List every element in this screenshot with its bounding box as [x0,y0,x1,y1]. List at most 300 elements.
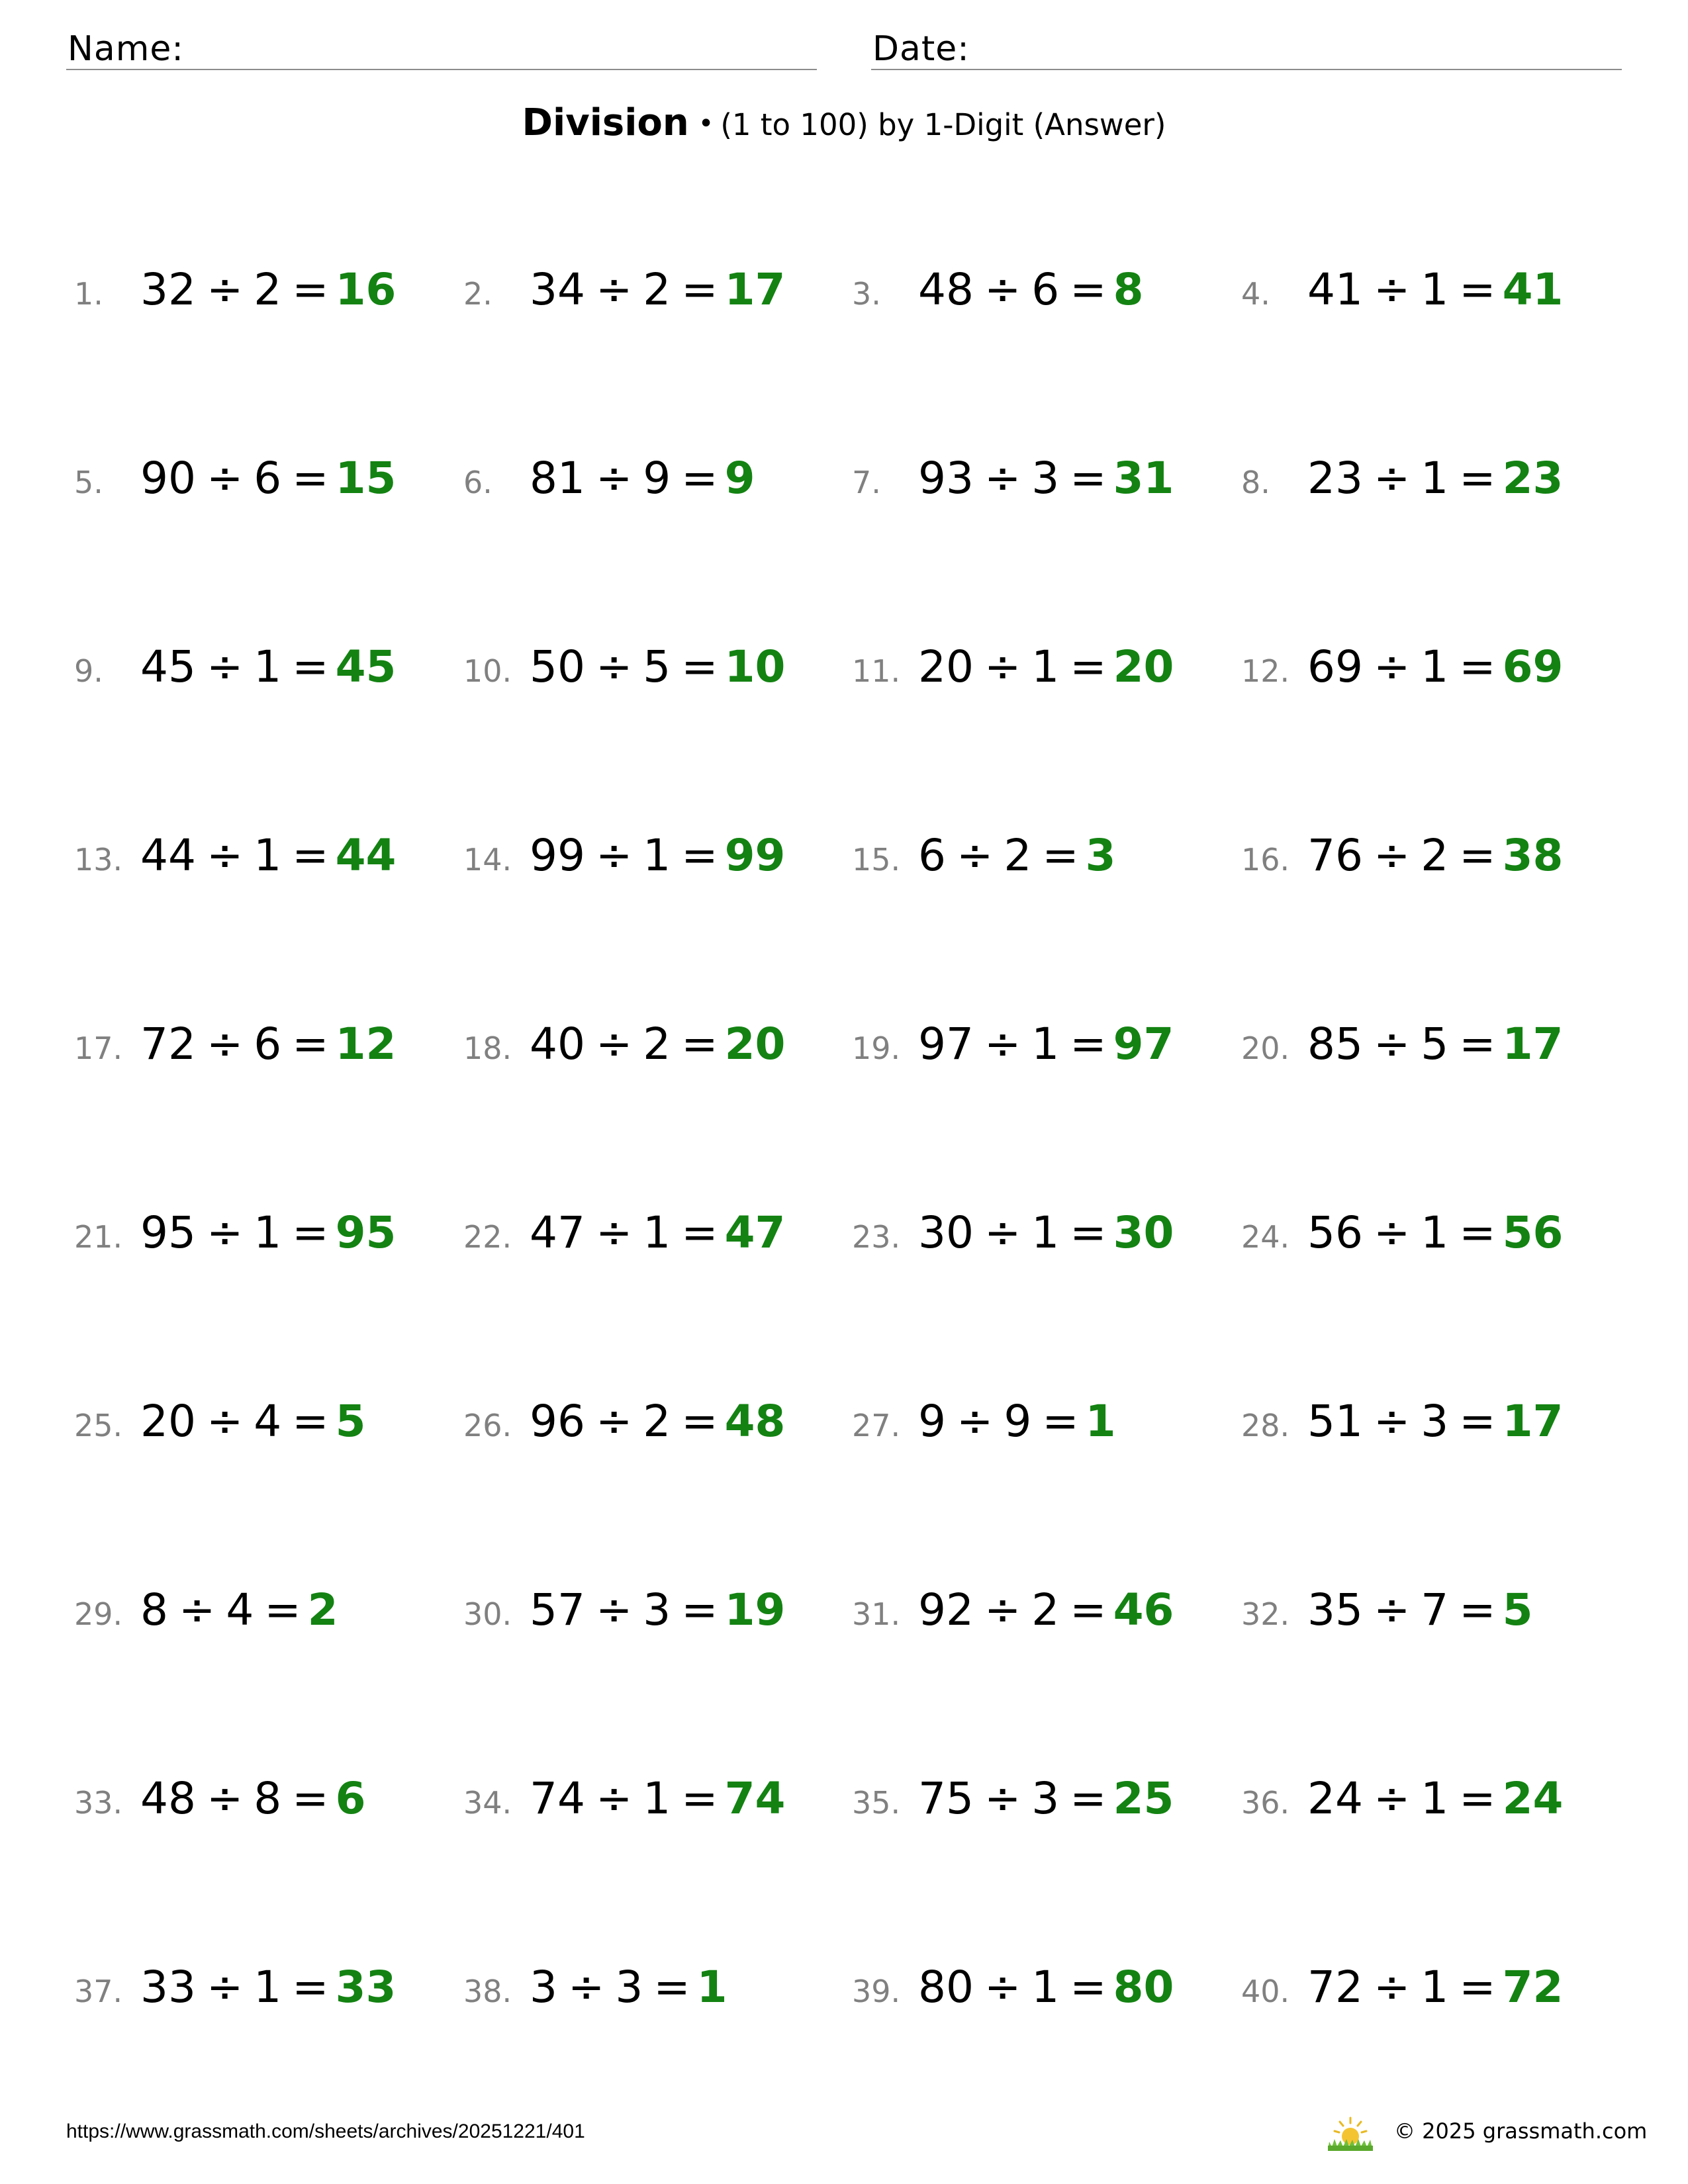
problem-expression [918,1396,1116,1447]
problem-expression [140,264,397,315]
divide-sign: ÷ [957,1396,994,1447]
problem-item [1241,1016,1612,1075]
problem-item [852,450,1223,510]
equals-sign: = [681,1584,718,1635]
answer: 31 [1113,453,1174,504]
problem-expression [140,1773,366,1824]
answer: 48 [724,1396,786,1447]
divide-sign: ÷ [206,1207,244,1258]
answer: 17 [1502,1019,1564,1069]
problem-number: 32. [1241,1596,1290,1632]
divisor: 3 [1421,1396,1449,1447]
divisor: 3 [643,1584,671,1635]
equals-sign: = [681,830,718,881]
problem-expression [918,264,1144,315]
divisor: 6 [254,453,282,504]
answer: 23 [1502,453,1564,504]
problem-item [74,1582,445,1641]
problem-expression [140,830,397,881]
problem-expression [140,453,397,504]
problem-item [463,261,834,321]
problem-item [74,1393,445,1453]
problem-expression [530,1396,786,1447]
divisor: 2 [1031,1584,1060,1635]
answer: 16 [335,264,397,315]
problem-expression [1307,1207,1564,1258]
problem-number: 15. [852,842,901,878]
divisor: 2 [254,264,282,315]
divisor: 6 [254,1019,282,1069]
problem-expression [1307,453,1564,504]
problem-item [1241,450,1612,510]
problem-number: 21. [74,1219,123,1255]
dividend: 96 [530,1396,585,1447]
equals-sign: = [1070,453,1107,504]
problem-number: 19. [852,1030,901,1066]
problem-number: 36. [1241,1785,1290,1821]
divide-sign: ÷ [206,453,244,504]
divisor: 3 [1031,1773,1060,1824]
divide-sign: ÷ [984,264,1021,315]
divide-sign: ÷ [1373,453,1411,504]
problem-expression [530,1019,786,1069]
equals-sign: = [1070,641,1107,692]
equals-sign: = [681,264,718,315]
dividend: 34 [530,264,585,315]
problem-number: 27. [852,1408,901,1443]
divide-sign: ÷ [206,1773,244,1824]
answer: 80 [1113,1962,1174,2013]
divide-sign: ÷ [595,1773,633,1824]
problem-number: 18. [463,1030,512,1066]
answer: 33 [335,1962,397,2013]
problem-item [852,1393,1223,1453]
equals-sign: = [653,1962,690,2013]
answer: 74 [724,1773,786,1824]
divisor: 1 [1421,1207,1449,1258]
dividend: 80 [918,1962,974,2013]
problem-expression [530,641,786,692]
problem-expression [918,1962,1174,2013]
problem-item [1241,1393,1612,1453]
divisor: 2 [1004,830,1032,881]
divide-sign: ÷ [206,830,244,881]
answer: 30 [1113,1207,1174,1258]
problem-item [463,827,834,887]
problem-number: 22. [463,1219,512,1255]
equals-sign: = [1459,1207,1496,1258]
divide-sign: ÷ [595,1396,633,1447]
problem-expression [140,1584,338,1635]
problem-item [463,1770,834,1830]
answer: 17 [1502,1396,1564,1447]
divide-sign: ÷ [1373,1207,1411,1258]
answer: 99 [724,830,786,881]
problem-item [852,639,1223,698]
dividend: 6 [918,830,946,881]
dividend: 56 [1307,1207,1363,1258]
dividend: 76 [1307,830,1363,881]
answer: 1 [696,1962,727,2013]
dividend: 85 [1307,1019,1363,1069]
problem-expression [918,453,1174,504]
equals-sign: = [1070,1584,1107,1635]
problem-item [463,1582,834,1641]
problem-expression [530,830,786,881]
problem-expression [918,1207,1174,1258]
divide-sign: ÷ [1373,1396,1411,1447]
problem-number: 17. [74,1030,123,1066]
problem-item [74,1016,445,1075]
problem-item [852,1016,1223,1075]
answer: 12 [335,1019,397,1069]
problem-number: 6. [463,465,492,500]
dividend: 97 [918,1019,974,1069]
equals-sign: = [292,641,329,692]
equals-sign: = [292,1207,329,1258]
dividend: 23 [1307,453,1363,504]
answer: 15 [335,453,397,504]
divisor: 1 [1421,453,1449,504]
problem-number: 29. [74,1596,123,1632]
equals-sign: = [1070,1773,1107,1824]
dividend: 32 [140,264,196,315]
divide-sign: ÷ [984,453,1021,504]
footer-copyright: © 2025 grassmath.com [1394,2118,1648,2144]
answer: 69 [1502,641,1564,692]
problem-item [1241,261,1612,321]
problem-number: 25. [74,1408,123,1443]
divisor: 1 [1031,1207,1060,1258]
title-subtitle: (1 to 100) by 1-Digit (Answer) [720,107,1166,142]
divisor: 6 [1031,264,1060,315]
dividend: 45 [140,641,196,692]
problem-item [463,1016,834,1075]
divide-sign: ÷ [1373,641,1411,692]
divide-sign: ÷ [984,1584,1021,1635]
divisor: 8 [254,1773,282,1824]
problem-expression [140,1962,397,2013]
equals-sign: = [1459,264,1496,315]
dividend: 3 [530,1962,557,2013]
equals-sign: = [681,1396,718,1447]
equals-sign: = [681,453,718,504]
divide-sign: ÷ [206,1962,244,2013]
divisor: 9 [1004,1396,1032,1447]
problem-item [463,1393,834,1453]
dividend: 75 [918,1773,974,1824]
answer: 17 [724,264,786,315]
problem-number: 1. [74,276,103,312]
dividend: 20 [918,641,974,692]
dividend: 9 [918,1396,946,1447]
answer: 56 [1502,1207,1564,1258]
problem-number: 12. [1241,653,1290,689]
equals-sign: = [264,1584,301,1635]
divide-sign: ÷ [595,264,633,315]
dividend: 93 [918,453,974,504]
problem-item [463,1205,834,1264]
problem-expression [530,453,755,504]
equals-sign: = [292,453,329,504]
problem-expression [1307,264,1564,315]
divisor: 9 [643,453,671,504]
divisor: 1 [643,1207,671,1258]
dividend: 30 [918,1207,974,1258]
answer: 20 [724,1019,786,1069]
equals-sign: = [292,830,329,881]
divide-sign: ÷ [595,641,633,692]
problem-expression [140,1019,397,1069]
dividend: 24 [1307,1773,1363,1824]
dividend: 20 [140,1396,196,1447]
problem-item [463,1959,834,2019]
problem-number: 39. [852,1974,901,2009]
problem-expression [918,830,1116,881]
name-label: Name: [68,29,184,69]
equals-sign: = [292,264,329,315]
dividend: 81 [530,453,585,504]
divide-sign: ÷ [206,1019,244,1069]
grass-sun-logo-icon [1327,2115,1374,2152]
problem-expression [1307,1019,1564,1069]
problem-number: 16. [1241,842,1290,878]
divisor: 4 [254,1396,282,1447]
answer: 97 [1113,1019,1174,1069]
divisor: 1 [1421,1962,1449,2013]
title-main: Division [522,101,689,144]
divisor: 1 [1421,264,1449,315]
dividend: 47 [530,1207,585,1258]
divisor: 1 [1031,1019,1060,1069]
problem-item [74,1205,445,1264]
equals-sign: = [1070,1207,1107,1258]
dividend: 41 [1307,264,1363,315]
divisor: 1 [254,830,282,881]
equals-sign: = [1459,1019,1496,1069]
answer: 8 [1113,264,1144,315]
answer: 3 [1085,830,1116,881]
answer: 10 [724,641,786,692]
equals-sign: = [292,1396,329,1447]
divide-sign: ÷ [984,1207,1021,1258]
answer: 45 [335,641,397,692]
problem-item [852,1205,1223,1264]
divisor: 1 [1031,1962,1060,2013]
problem-expression [918,641,1174,692]
equals-sign: = [1459,453,1496,504]
equals-sign: = [292,1962,329,2013]
problem-number: 7. [852,465,881,500]
divide-sign: ÷ [568,1962,605,2013]
divide-sign: ÷ [984,1773,1021,1824]
divide-sign: ÷ [1373,1584,1411,1635]
equals-sign: = [1042,1396,1079,1447]
dividend: 74 [530,1773,585,1824]
divisor: 2 [643,1019,671,1069]
divisor: 1 [1421,641,1449,692]
answer: 46 [1113,1584,1174,1635]
problem-expression [918,1019,1174,1069]
divisor: 3 [1031,453,1060,504]
problem-expression [530,264,786,315]
problem-expression [140,1396,366,1447]
dividend: 92 [918,1584,974,1635]
divide-sign: ÷ [595,830,633,881]
equals-sign: = [1459,1962,1496,2013]
problem-number: 4. [1241,276,1270,312]
problem-expression [1307,641,1564,692]
dividend: 48 [918,264,974,315]
problem-item [74,1959,445,2019]
problem-number: 34. [463,1785,512,1821]
problem-item [1241,1959,1612,2019]
equals-sign: = [1070,264,1107,315]
equals-sign: = [1459,641,1496,692]
divisor: 1 [254,1962,282,2013]
divide-sign: ÷ [1373,830,1411,881]
dividend: 35 [1307,1584,1363,1635]
dividend: 8 [140,1584,168,1635]
divisor: 1 [254,1207,282,1258]
dividend: 50 [530,641,585,692]
problem-number: 13. [74,842,123,878]
problem-item [852,261,1223,321]
problem-item [852,1959,1223,2019]
problem-number: 3. [852,276,881,312]
problem-number: 20. [1241,1030,1290,1066]
dividend: 99 [530,830,585,881]
answer: 44 [335,830,397,881]
divide-sign: ÷ [1373,1962,1411,2013]
divide-sign: ÷ [179,1584,216,1635]
answer: 6 [335,1773,366,1824]
problem-expression [530,1962,727,2013]
equals-sign: = [1042,830,1079,881]
divide-sign: ÷ [206,264,244,315]
problem-item [74,450,445,510]
problem-item [1241,1205,1612,1264]
problem-item [1241,1582,1612,1641]
divisor: 2 [643,264,671,315]
problem-number: 24. [1241,1219,1290,1255]
problem-expression [530,1584,786,1635]
dividend: 72 [1307,1962,1363,2013]
divisor: 2 [1421,830,1449,881]
problem-item [74,261,445,321]
problem-item [1241,639,1612,698]
problem-item [852,1770,1223,1830]
answer: 25 [1113,1773,1174,1824]
dividend: 40 [530,1019,585,1069]
problem-number: 8. [1241,465,1270,500]
equals-sign: = [1459,1396,1496,1447]
divisor: 1 [643,1773,671,1824]
problem-number: 33. [74,1785,123,1821]
dividend: 72 [140,1019,196,1069]
equals-sign: = [1459,1584,1496,1635]
problem-expression [1307,1584,1533,1635]
divide-sign: ÷ [984,1019,1021,1069]
equals-sign: = [1070,1962,1107,2013]
divisor: 4 [226,1584,254,1635]
answer: 5 [335,1396,366,1447]
dividend: 95 [140,1207,196,1258]
answer: 47 [724,1207,786,1258]
dividend: 69 [1307,641,1363,692]
problem-item [1241,1770,1612,1830]
divisor: 5 [643,641,671,692]
problem-item [463,450,834,510]
equals-sign: = [292,1773,329,1824]
problem-number: 10. [463,653,512,689]
dividend: 57 [530,1584,585,1635]
problem-item [74,827,445,887]
divide-sign: ÷ [206,641,244,692]
divide-sign: ÷ [957,830,994,881]
divisor: 1 [1031,641,1060,692]
divide-sign: ÷ [1373,1773,1411,1824]
answer: 41 [1502,264,1564,315]
problem-number: 28. [1241,1408,1290,1443]
answer: 5 [1502,1584,1533,1635]
problem-number: 38. [463,1974,512,2009]
problem-expression [1307,1773,1564,1824]
problem-number: 26. [463,1408,512,1443]
divide-sign: ÷ [595,1019,633,1069]
problem-number: 2. [463,276,492,312]
problem-expression [1307,1396,1564,1447]
divide-sign: ÷ [595,1584,633,1635]
divisor: 1 [1421,1773,1449,1824]
divisor: 2 [643,1396,671,1447]
problem-number: 11. [852,653,901,689]
divisor: 3 [615,1962,643,2013]
equals-sign: = [1459,830,1496,881]
problem-item [74,1770,445,1830]
problem-expression [530,1773,786,1824]
title-separator: • [698,109,714,139]
divide-sign: ÷ [595,453,633,504]
equals-sign: = [681,641,718,692]
problem-expression [140,1207,397,1258]
problem-number: 23. [852,1219,901,1255]
divide-sign: ÷ [984,641,1021,692]
dividend: 44 [140,830,196,881]
divide-sign: ÷ [1373,264,1411,315]
equals-sign: = [292,1019,329,1069]
problem-number: 40. [1241,1974,1290,2009]
equals-sign: = [1070,1019,1107,1069]
answer: 20 [1113,641,1174,692]
answer: 24 [1502,1773,1564,1824]
problem-expression [918,1773,1174,1824]
problem-expression [1307,830,1564,881]
problem-number: 35. [852,1785,901,1821]
problem-number: 37. [74,1974,123,2009]
dividend: 33 [140,1962,196,2013]
divisor: 5 [1421,1019,1449,1069]
footer-url[interactable]: https://www.grassmath.com/sheets/archives/20251221/401 [66,2120,585,2142]
date-label: Date: [872,29,970,69]
answer: 1 [1085,1396,1116,1447]
answer: 19 [724,1584,786,1635]
problem-expression [918,1584,1174,1635]
equals-sign: = [1459,1773,1496,1824]
problem-item [463,639,834,698]
problem-item [74,639,445,698]
problem-item [852,1582,1223,1641]
